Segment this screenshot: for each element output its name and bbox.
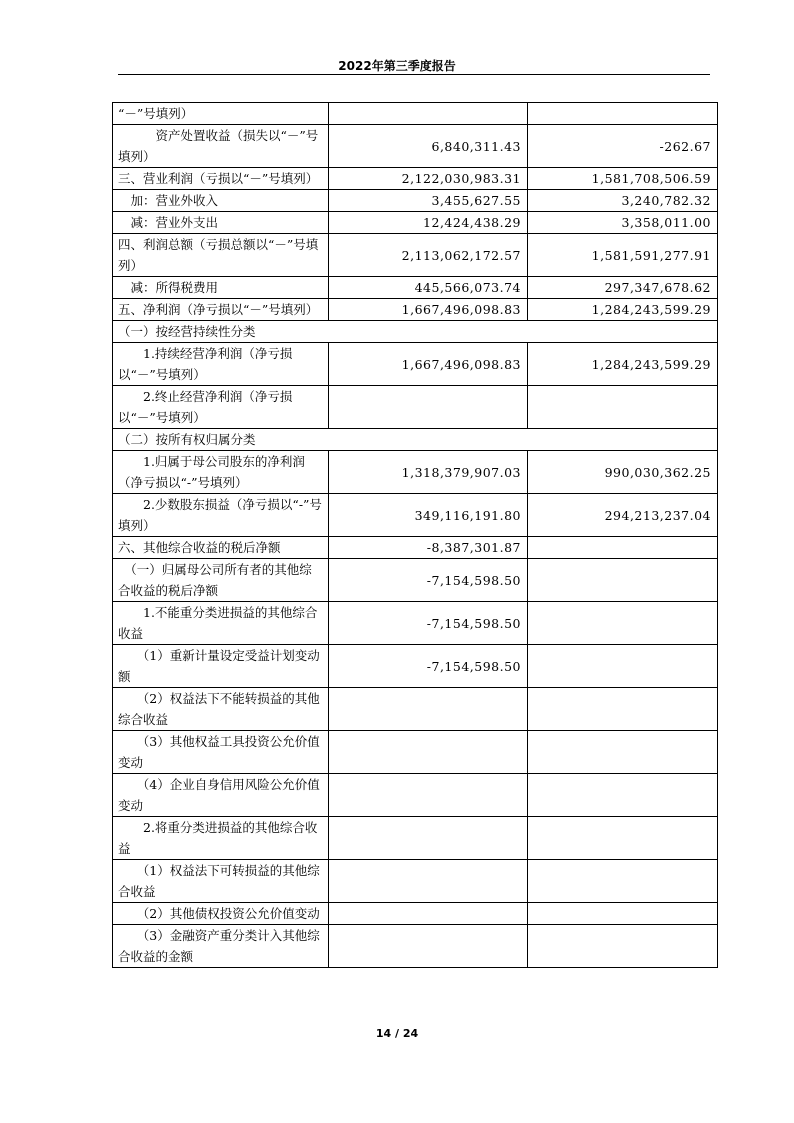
current-period-value [329, 688, 528, 731]
current-period-value: -8,387,301.87 [329, 537, 528, 559]
current-period-value: 445,566,073.74 [329, 277, 528, 299]
row-label: 加：营业外收入 [113, 190, 329, 212]
current-period-value [329, 860, 528, 903]
prior-period-value [528, 103, 718, 125]
row-label: 2.少数股东损益（净亏损以“-”号填列） [113, 494, 329, 537]
current-period-value: 12,424,438.29 [329, 212, 528, 234]
prior-period-value: 1,284,243,599.29 [528, 343, 718, 386]
prior-period-value [528, 602, 718, 645]
current-period-value: 1,318,379,907.03 [329, 451, 528, 494]
current-period-value: 2,122,030,983.31 [329, 168, 528, 190]
row-label: 1.持续经营净利润（净亏损以“－”号填列） [113, 343, 329, 386]
row-label: （2）其他债权投资公允价值变动 [113, 903, 329, 925]
table-row [113, 103, 718, 125]
current-period-value: -7,154,598.50 [329, 559, 528, 602]
prior-period-value [528, 688, 718, 731]
table-row [113, 645, 718, 688]
current-period-value: 1,667,496,098.83 [329, 299, 528, 321]
table-row [113, 234, 718, 277]
row-label: 2.终止经营净利润（净亏损以“－”号填列） [113, 386, 329, 429]
table-row [113, 559, 718, 602]
table-row [113, 817, 718, 860]
table-row [113, 125, 718, 168]
prior-period-value: 297,347,678.62 [528, 277, 718, 299]
current-period-value: 6,840,311.43 [329, 125, 528, 168]
current-period-value [329, 731, 528, 774]
prior-period-value: -262.67 [528, 125, 718, 168]
row-label: 四、利润总额（亏损总额以“－”号填列） [113, 234, 329, 277]
table-row [113, 925, 718, 968]
row-label: 2.将重分类进损益的其他综合收益 [113, 817, 329, 860]
prior-period-value [528, 774, 718, 817]
page-number: 14 / 24 [375, 1027, 419, 1040]
table-row [113, 537, 718, 559]
prior-period-value [528, 559, 718, 602]
table-row [113, 386, 718, 429]
table-row [113, 688, 718, 731]
prior-period-value: 1,284,243,599.29 [528, 299, 718, 321]
row-label: 资产处置收益（损失以“－”号填列） [113, 125, 329, 168]
row-label: （3）其他权益工具投资公允价值变动 [113, 731, 329, 774]
current-period-value [329, 903, 528, 925]
row-label: 减：所得税费用 [113, 277, 329, 299]
prior-period-value [528, 386, 718, 429]
current-period-value [329, 925, 528, 968]
row-label: （1）权益法下可转损益的其他综合收益 [113, 860, 329, 903]
row-label: 1.不能重分类进损益的其他综合收益 [113, 602, 329, 645]
table-row [113, 299, 718, 321]
table-row [113, 277, 718, 299]
prior-period-value: 990,030,362.25 [528, 451, 718, 494]
current-period-value: -7,154,598.50 [329, 645, 528, 688]
row-label: （4）企业自身信用风险公允价值变动 [113, 774, 329, 817]
prior-period-value [528, 537, 718, 559]
prior-period-value: 1,581,708,506.59 [528, 168, 718, 190]
table-row [113, 774, 718, 817]
prior-period-value [528, 925, 718, 968]
row-label: “－”号填列） [113, 103, 329, 125]
row-label: （3）金融资产重分类计入其他综合收益的金额 [113, 925, 329, 968]
current-period-value: -7,154,598.50 [329, 602, 528, 645]
row-label: （一）归属母公司所有者的其他综合收益的税后净额 [113, 559, 329, 602]
report-title: 2022年第三季度报告 [338, 59, 456, 73]
row-label: 六、其他综合收益的税后净额 [113, 537, 329, 559]
current-period-value: 349,116,191.80 [329, 494, 528, 537]
row-label: （2）权益法下不能转损益的其他综合收益 [113, 688, 329, 731]
current-period-value: 2,113,062,172.57 [329, 234, 528, 277]
prior-period-value: 1,581,591,277.91 [528, 234, 718, 277]
prior-period-value: 3,358,011.00 [528, 212, 718, 234]
table-row [113, 731, 718, 774]
row-label: （一）按经营持续性分类 [113, 321, 718, 343]
table-row [113, 602, 718, 645]
table-row [113, 212, 718, 234]
prior-period-value [528, 903, 718, 925]
table-row [113, 343, 718, 386]
table-section-row [113, 429, 718, 451]
current-period-value [329, 103, 528, 125]
current-period-value [329, 386, 528, 429]
prior-period-value [528, 731, 718, 774]
prior-period-value [528, 817, 718, 860]
table-row [113, 168, 718, 190]
table-row [113, 860, 718, 903]
income-statement-table [112, 102, 718, 968]
row-label: 五、净利润（净亏损以“－”号填列） [113, 299, 329, 321]
row-label: （二）按所有权归属分类 [113, 429, 718, 451]
current-period-value: 1,667,496,098.83 [329, 343, 528, 386]
prior-period-value: 294,213,237.04 [528, 494, 718, 537]
table-row [113, 190, 718, 212]
table-section-row [113, 321, 718, 343]
row-label: 三、营业利润（亏损以“－”号填列） [113, 168, 329, 190]
table-row [113, 494, 718, 537]
prior-period-value [528, 645, 718, 688]
current-period-value: 3,455,627.55 [329, 190, 528, 212]
row-label: （1）重新计量设定受益计划变动额 [113, 645, 329, 688]
row-label: 减：营业外支出 [113, 212, 329, 234]
prior-period-value: 3,240,782.32 [528, 190, 718, 212]
header-divider [118, 74, 710, 75]
table-row [113, 451, 718, 494]
prior-period-value [528, 860, 718, 903]
row-label: 1.归属于母公司股东的净利润（净亏损以“-”号填列） [113, 451, 329, 494]
current-period-value [329, 774, 528, 817]
table-row [113, 903, 718, 925]
current-period-value [329, 817, 528, 860]
